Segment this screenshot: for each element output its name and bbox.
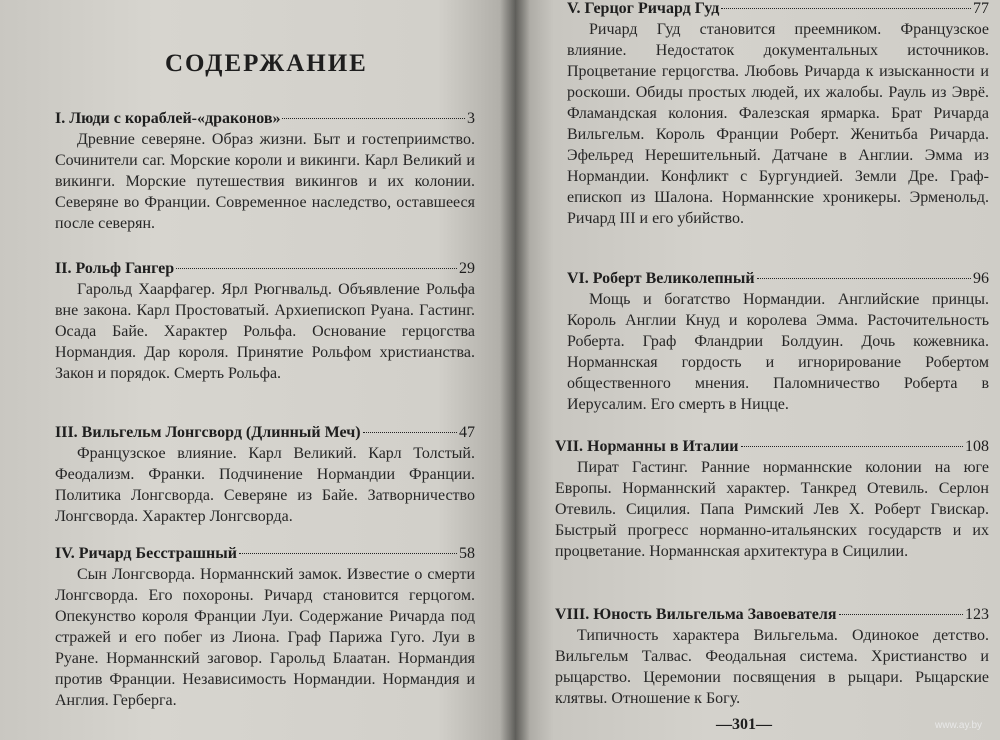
toc-entry-8 [555, 604, 989, 709]
chapter-page: 3 [467, 110, 475, 127]
chapter-page: 29 [459, 260, 475, 277]
chapter-title: II. Рольф Гангер [55, 260, 175, 277]
toc-entry-6 [567, 268, 989, 415]
chapter-description: Гарольд Хаарфагер. Ярл Рюгнвальд. Объявление Рольфа вне закона. Карл Простоватый. Архиепископ Руана. Гастинг. Осада Байе. Характер Рольфа. Основание герцогства Нормандия. Дар короля. Принятие Рольфом христианства. Закон и порядок. Смерть Рольфа. [55, 281, 475, 382]
chapter-description: Типичность характера Вильгельма. Одинокое детство. Вильгельм Талвас. Феодальная система. Христианство и рыцарство. Церемонии посвящения в рыцари. Рыцарские клятвы. Отношение к Богу. [555, 627, 989, 707]
chapter-title: III. Вильгельм Лонгсворд (Длинный Меч) [55, 424, 361, 441]
dot-leader [176, 268, 457, 269]
chapter-title: V. Герцог Ричард Гуд [567, 0, 720, 17]
dot-leader [741, 446, 963, 447]
watermark: www.ay.by [935, 720, 983, 731]
chapter-description: Древние северяне. Образ жизни. Быт и гостеприимство. Сочинители саг. Морские короли и викинги. Карл Великий и викинги. Морские путешествия викингов и их колонии. Северяне во Франции. Современное наследство, оставшееся после северян. [55, 131, 475, 232]
chapter-title: VII. Норманны в Италии [555, 438, 739, 455]
chapter-title: VI. Роберт Великолепный [567, 270, 755, 287]
chapter-page: 47 [459, 424, 475, 441]
book-gutter [500, 0, 530, 740]
dot-leader [839, 614, 964, 615]
toc-title: СОДЕРЖАНИЕ [165, 50, 368, 77]
chapter-description: Мощь и богатство Нормандии. Английские принцы. Король Англии Кнуд и королева Эмма. Расточительность Роберта. Граф Фландрии Болдуин. Дочь кожевника. Норманнская гордость и игнорирование Робертом общественного мнения. Паломничество Роберта в Иерусалим. Его смерть в Ницце. [567, 291, 989, 413]
chapter-title: I. Люди с кораблей-«драконов» [55, 110, 281, 127]
dot-leader [282, 118, 465, 119]
chapter-page: 58 [459, 545, 475, 562]
dot-leader [363, 432, 457, 433]
chapter-page: 77 [973, 0, 989, 17]
toc-entry-2 [55, 258, 475, 384]
toc-entry-1 [55, 108, 475, 234]
toc-entry-4 [55, 543, 475, 711]
toc-entry-7 [555, 436, 989, 562]
chapter-page: 108 [965, 438, 989, 455]
toc-entry-5 [567, 0, 989, 229]
dot-leader [239, 553, 457, 554]
chapter-description: Сын Лонгсворда. Норманнский замок. Известие о смерти Лонгсворда. Его похороны. Ричард становится герцогом. Опекунство короля Франции Луи. Содержание Ричарда под стражей и его побег из Лиона. Граф Парижа Гуго. Луи в Руане. Норманнский заговор. Гарольд Блаатан. Нормандия против Франции. Независимость Нормандии. Нормандия и Англия. Герберга. [55, 566, 475, 709]
chapter-page: 123 [965, 606, 989, 623]
chapter-title: VIII. Юность Вильгельма Завоевателя [555, 606, 837, 623]
dot-leader [721, 8, 971, 9]
dot-leader [757, 278, 971, 279]
chapter-page: 96 [973, 270, 989, 287]
chapter-description: Французское влияние. Карл Великий. Карл Толстый. Феодализм. Франки. Подчинение Нормандии Франции. Политика Лонгсворда. Северяне из Байе. Затворничество Лонгсворда. Характер Лонгсворда. [55, 445, 475, 525]
chapter-title: IV. Ричард Бесстрашный [55, 545, 237, 562]
chapter-description: Ричард Гуд становится преемником. Французское влияние. Недостаток документальных источников. Процветание герцогства. Любовь Ричарда к изысканности и роскоши. Обиды простых людей, их жалобы. Рауль из Эврё. Фламандская колония. Фалезская ярмарка. Брат Ричарда Вильгельм. Король Франции Роберт. Женитьба Ричарда. Эфельред Нерешительный. Датчане в Англии. Эмма из Нормандии. Конфликт с Бургундией. Земли Дре. Граф-епископ из Шалона. Норманнские хроникеры. Эрменольд. Ричард III и его убийство. [567, 21, 989, 227]
chapter-description: Пират Гастинг. Ранние норманнские колонии на юге Европы. Норманнский характер. Танкред Отевиль. Серлон Отевиль. Сицилия. Папа Римский Лев X. Роберт Гвискар. Быстрый прогресс норманно-итальянских государств и их процветание. Норманнская архитектура в Сицилии. [555, 459, 989, 560]
toc-entry-3 [55, 422, 475, 527]
page-number: —301— [716, 716, 772, 733]
